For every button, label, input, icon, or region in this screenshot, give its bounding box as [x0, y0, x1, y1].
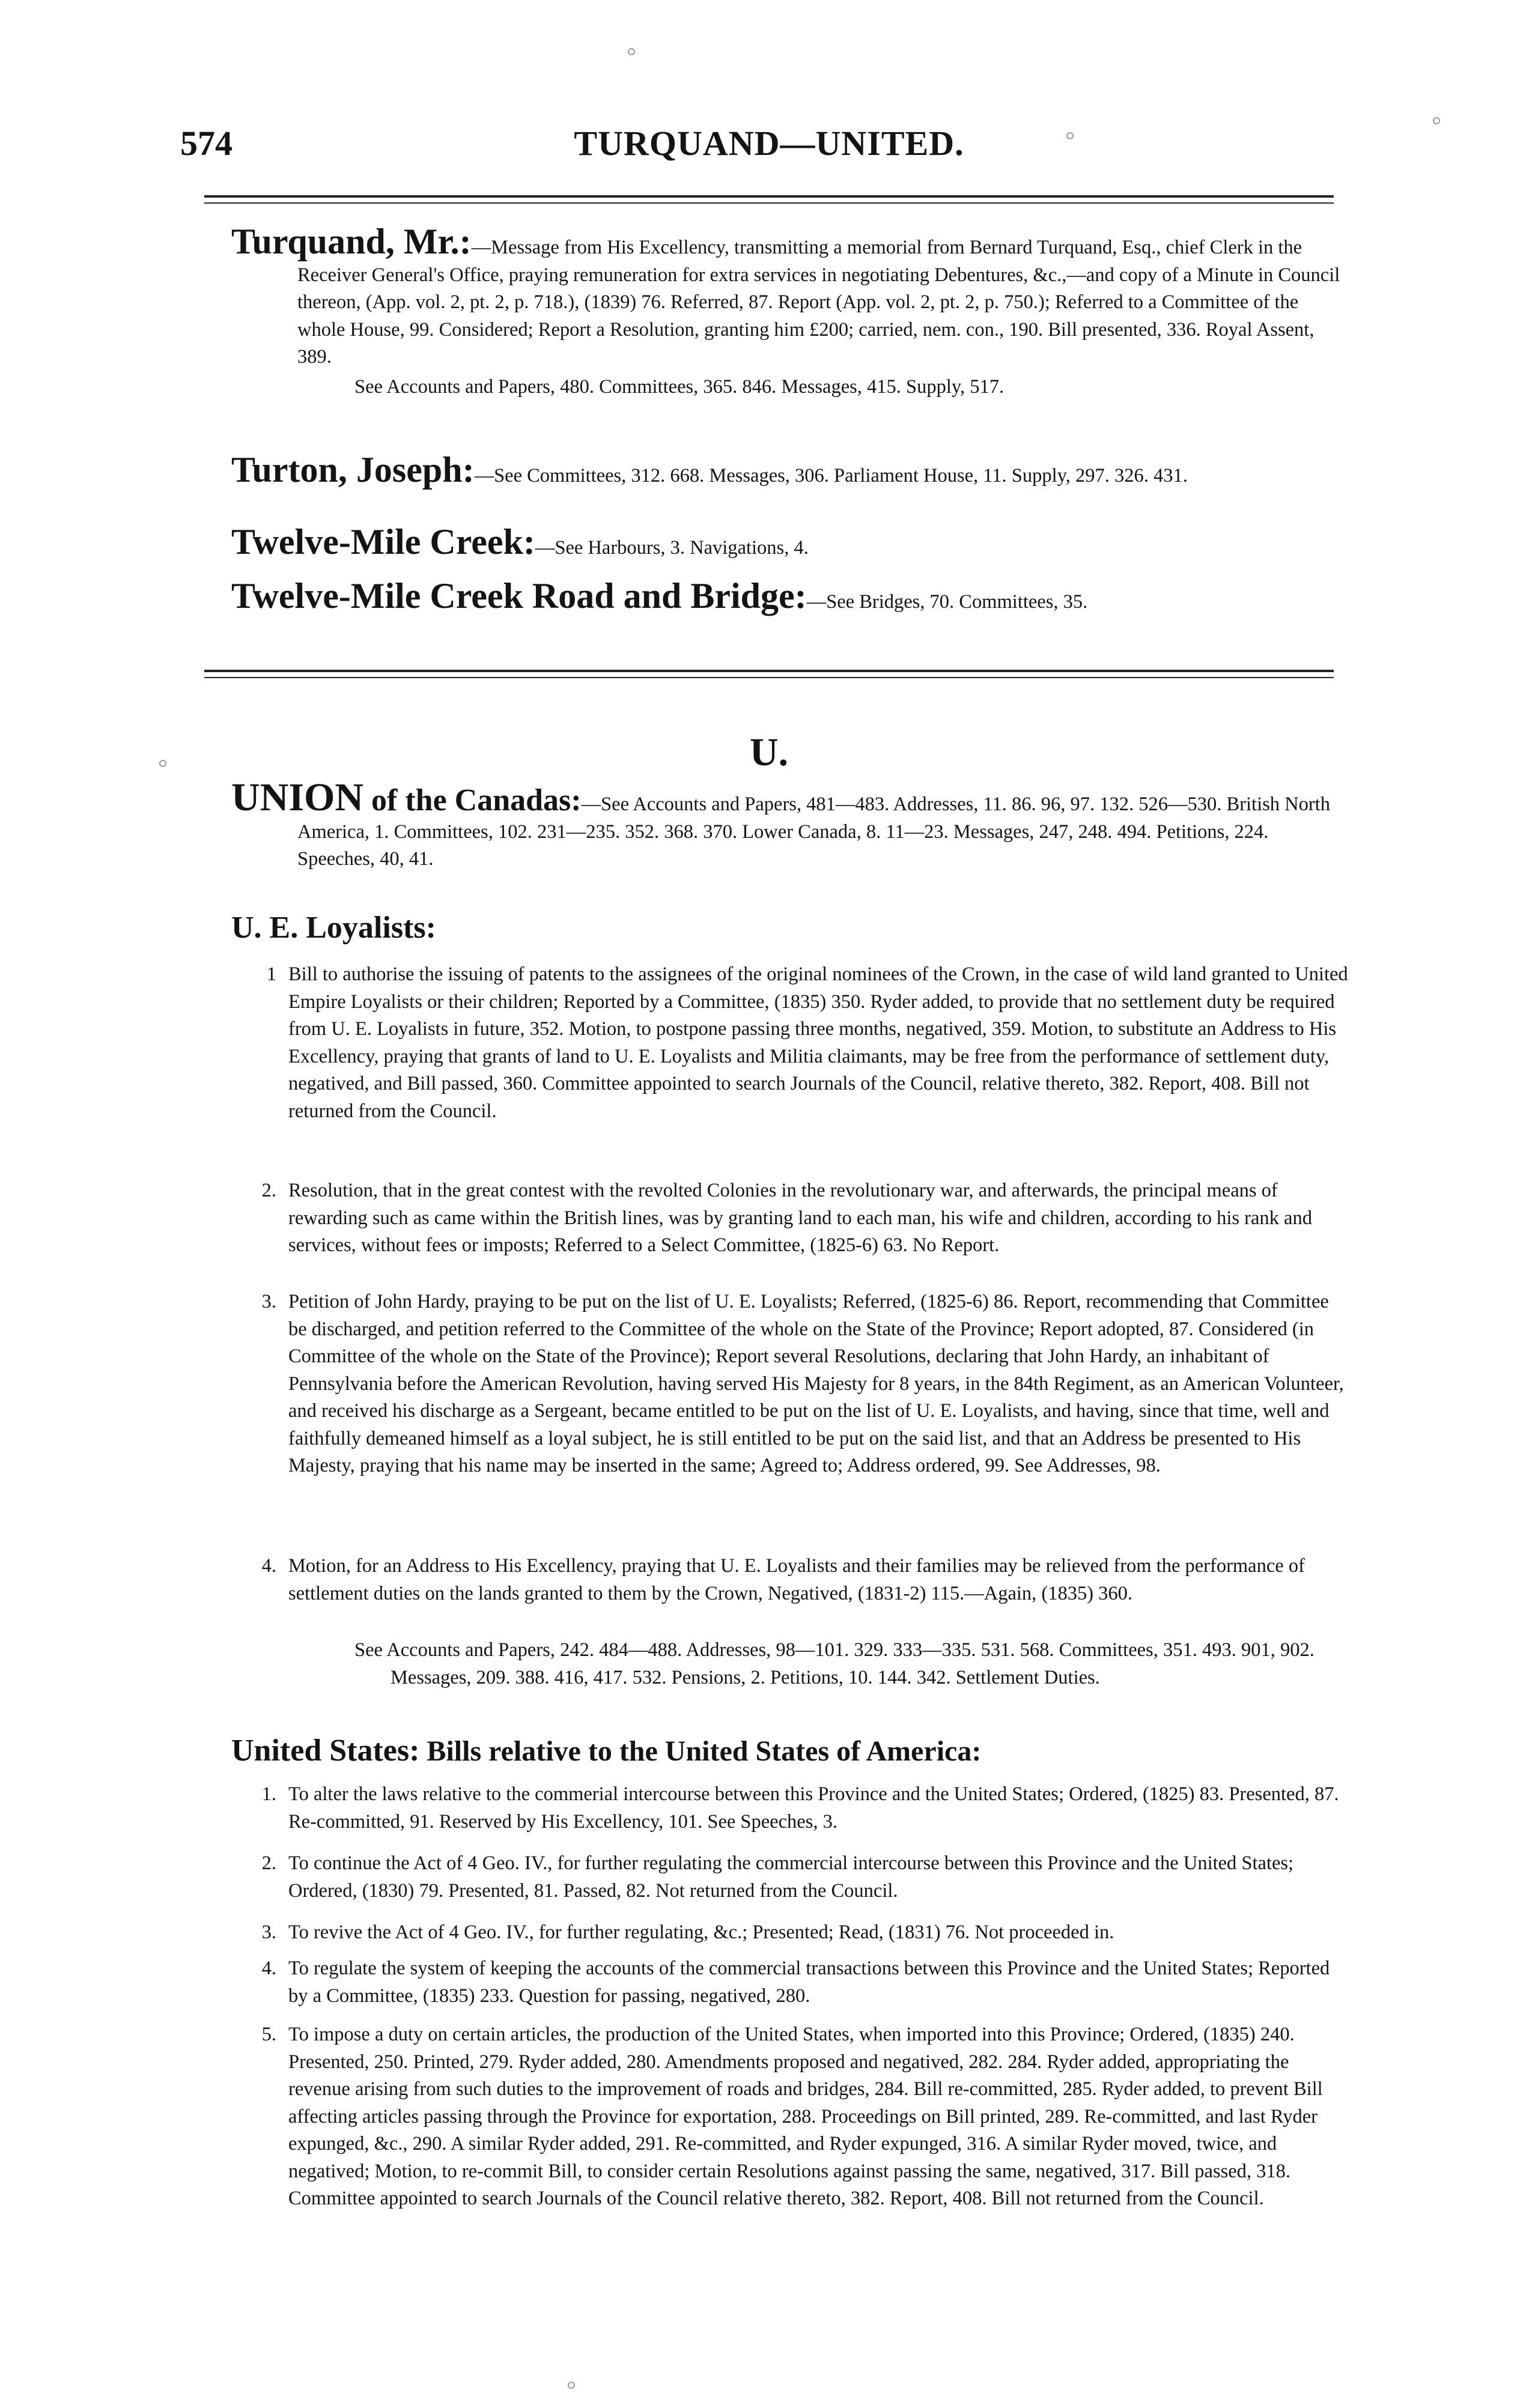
scan-speck — [628, 48, 635, 55]
scan-speck — [1066, 132, 1074, 139]
entry-twelve-mile-creek-road — [231, 576, 1349, 616]
running-head: TURQUAND—UNITED. — [574, 124, 964, 163]
entry-turton — [231, 450, 1349, 490]
item-text: Motion, for an Address to His Excellency, praying that U. E. Loyalists and their families may be relieved from the performance of settlement duties on the lands granted to them by the Crown, Negatived, (1831-2) 115.—Again, (1835) 360. — [288, 1555, 1305, 1604]
item-text: To alter the laws relative to the commerial intercourse between this Province and the United States; Ordered, (1825) 83. Presented, 87. Re-committed, 91. Reserved by His Excellency, 101. See Speeches, 3. — [288, 1783, 1339, 1833]
entry-body: —See Bridges, 70. Committees, 35. — [806, 591, 1088, 613]
item-number: 2. — [261, 1180, 276, 1201]
united-states-item — [216, 2021, 1349, 2213]
item-text: Bill to authorise the issuing of patents to the assignees of the original nominees of the Crown, in the case of wild land granted to United Empire Loyalists or their children; Reported by a Committee, (1835) 350. Ryder added, to provide that no settlement duty be required from U. E. Loyalists in future, 352. Motion, to postpone passing three months, negatived, 359. Motion, to substitute an Address to His Excellency, praying that grants of land to U. E. Loyalists and Militia claimants, may be free from the performance of settlement duty, negatived, and Bill passed, 360. Committee appointed to search Journals of the Council, relative thereto, 382. Report, 408. Bill not returned from the Council. — [288, 963, 1348, 1122]
united-states-item — [216, 1955, 1349, 2010]
section-letter: U. — [749, 730, 789, 774]
entry-heading: UNION — [231, 775, 364, 819]
page-number: 574 — [180, 124, 233, 163]
page-header — [180, 123, 1358, 177]
entry-heading-ue-loyalists: U. E. Loyalists: — [231, 911, 436, 945]
item-number: 5. — [261, 2024, 276, 2045]
ue-loyalists-item — [216, 1553, 1349, 1607]
entry-body: —See Committees, 312. 668. Messages, 306. Parliament House, 11. Supply, 297. 326. 431. — [474, 465, 1188, 487]
item-text: To regulate the system of keeping the accounts of the commercial transactions between this Province and the United States; Reported by a Committee, (1835) 233. Question for passing, negatived, 280. — [288, 1958, 1330, 2007]
ue-loyalists-item — [216, 1177, 1349, 1260]
entry-subheading: Bills relative to the United States of America: — [419, 1735, 982, 1767]
united-states-item — [216, 1919, 1349, 1947]
entry-heading-rest: of the Canadas: — [363, 783, 582, 817]
item-text: To revive the Act of 4 Geo. IV., for further regulating, &c.; Presented; Read, (1831) 76. Not proceeded in. — [288, 1921, 1114, 1943]
item-text: To continue the Act of 4 Geo. IV., for further regulating the commercial intercourse between this Province and the United States; Ordered, (1830) 79. Presented, 81. Passed, 82. Not returned from the Council. — [288, 1852, 1294, 1902]
entry-heading: Twelve-Mile Creek Road and Bridge: — [231, 576, 807, 616]
scan-speck — [159, 760, 166, 767]
item-number: 2. — [261, 1852, 276, 1874]
entry-twelve-mile-creek — [231, 522, 1349, 562]
ue-loyalists-item — [216, 1288, 1349, 1480]
item-number: 1. — [261, 1783, 276, 1805]
entry-heading: Turton, Joseph: — [231, 450, 475, 490]
scan-speck — [568, 2382, 575, 2389]
item-number: 4. — [261, 1555, 276, 1577]
united-states-item — [216, 1781, 1349, 1836]
item-text: Resolution, that in the great contest with the revolted Colonies in the revolutionary war, and afterwards, the principal means of rewarding such as came within the British lines, was by granting land to each man, his wife and children, according to his rank and services, without fees or imposts; Referred to a Select Committee, (1825-6) 63. No Report. — [288, 1180, 1312, 1256]
entry-heading: Twelve-Mile Creek: — [231, 522, 535, 562]
entry-body: —See Harbours, 3. Navigations, 4. — [535, 537, 809, 559]
item-number: 4. — [261, 1958, 276, 1979]
item-number: 3. — [261, 1291, 276, 1312]
ue-loyalists-see-also: See Accounts and Papers, 242. 484—488. Addresses, 98—101. 329. 333—335. 531. 568. Committees, 351. 493. 901, 902. Messages, 209. 388. 416, 417. 532. Pensions, 2. Petitions, 10. 144. 342. Settlement Duties. — [354, 1639, 1315, 1688]
item-text: To impose a duty on certain articles, the production of the United States, when imported into this Province; Ordered, (1835) 240. Presented, 250. Printed, 279. Ryder added, 280. Amendments proposed and negatived, 282. 284. Ryder added, appropriating the revenue arising from such duties to the improvement of roads and bridges, 284. Bill re-committed, 285. Ryder added, to prevent Bill affecting articles passing through the Province for exportation, 288. Proceedings on Bill printed, 289. Re-committed, and last Ryder expunged, &c., 290. A similar Ryder added, 291. Re-committed, and Ryder expunged, 316. A similar Ryder moved, twice, and negatived; Motion, to re-commit Bill, to consider certain Resolutions against passing the same, negatived, 317. Bill passed, 318. Committee appointed to search Journals of the Council relative thereto, 382. Report, 408. Bill not returned from the Council. — [288, 2024, 1323, 2209]
scan-speck — [1433, 117, 1440, 124]
item-number: 1 — [266, 963, 276, 985]
entry-see-also: See Accounts and Papers, 480. Committees, 365. 846. Messages, 415. Supply, 517. — [354, 375, 1005, 398]
entry-turquand — [231, 222, 1349, 401]
item-number: 3. — [261, 1921, 276, 1943]
entry-heading: Turquand, Mr.: — [231, 222, 472, 261]
entry-body: —See Accounts and Papers, 481—483. Addresses, 11. 86. 96, 97. 132. 526—530. British North America, 1. Committees, 102. 231—235. 352. 368. 370. Lower Canada, 8. 11—23. Messages, 247, 248. 494. Petitions, 224. Speeches, 40, 41. — [297, 793, 1330, 870]
header-rule — [204, 195, 1334, 204]
section-rule — [204, 670, 1334, 678]
united-states-item — [216, 1850, 1349, 1905]
entry-heading-united-states: United States: Bills relative to the United States of America: — [231, 1733, 982, 1768]
item-text: Petition of John Hardy, praying to be put on the list of U. E. Loyalists; Referred, (1825-6) 86. Report, recommending that Committee be discharged, and petition referred to the Committee of the whole on the State of the Province; Report adopted, 87. Considered (in Committee of the whole on the State of the Province); Report several Resolutions, declaring that John Hardy, an inhabitant of Pennsylvania before the American Revolution, having served His Majesty for 8 years, in the 84th Regiment, as an American Volunteer, and received his discharge as a Sergeant, became entitled to be put on the list of U. E. Loyalists, and having, since that time, well and faithfully demeaned himself as a loyal subject, he is still entitled to be put on the said list, and that an Address be presented to His Majesty, praying that his name may be inserted in the same; Agreed to; Address ordered, 99. See Addresses, 98. — [288, 1291, 1344, 1476]
entry-body: —Message from His Excellency, transmitting a memorial from Bernard Turquand, Esq., chief Clerk in the Receiver General's Office, praying remuneration for extra services in negotiating Debentures, &c.,—and copy of a Minute in Council thereon, (App. vol. 2, pt. 2, p. 718.), (1839) 76. Referred, 87. Report (App. vol. 2, pt. 2, p. 750.); Referred to a Committee of the whole House, 99. Considered; Report a Resolution, granting him £200; carried, nem. con., 190. Bill presented, 336. Royal Assent, 389. — [297, 237, 1340, 368]
entry-union-of-the-canadas — [231, 775, 1349, 873]
ue-loyalists-item — [216, 961, 1349, 1125]
